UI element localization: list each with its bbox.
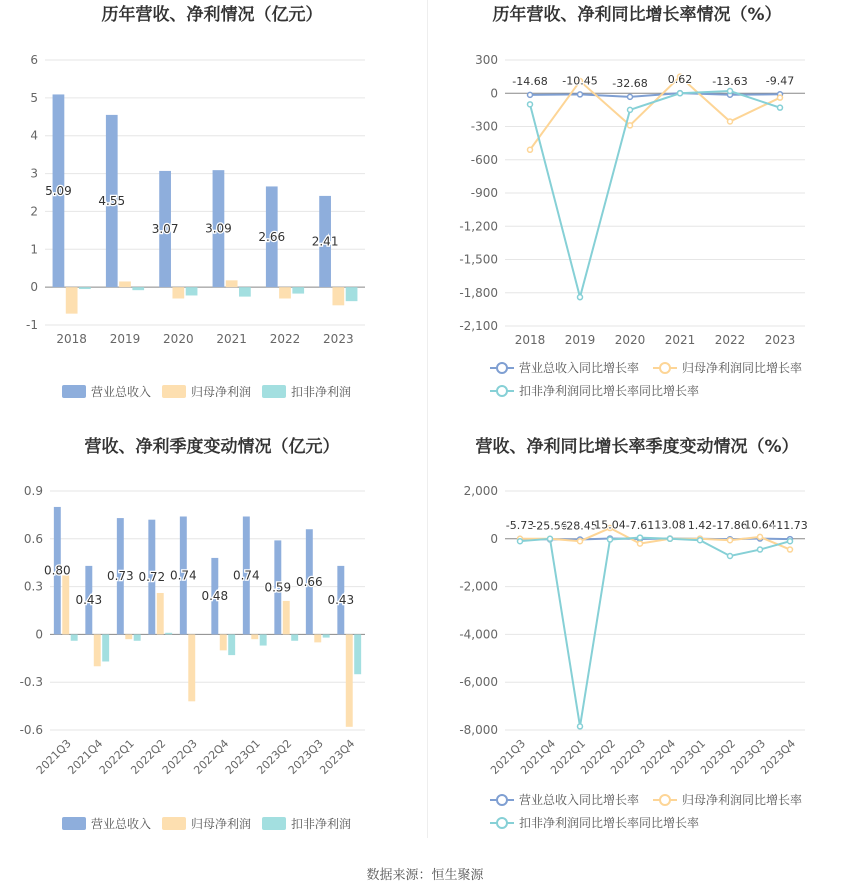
legend-swatch	[62, 817, 86, 830]
x-tick-label: 2021Q3	[33, 736, 74, 777]
data-point	[758, 547, 763, 552]
legend-marker	[497, 386, 507, 396]
y-tick-label: 1	[30, 242, 38, 257]
data-label: 2.66	[258, 229, 286, 244]
x-tick-label: 2021Q4	[518, 736, 559, 777]
legend-marker	[497, 818, 507, 828]
legend-label: 归母净利润同比增长率	[682, 793, 803, 807]
y-tick-label: -4,000	[459, 627, 498, 642]
bar-net-profit	[283, 601, 290, 634]
data-label: -13.63	[712, 74, 748, 88]
bar-net-profit	[279, 287, 291, 298]
x-tick-label: 2019	[564, 333, 596, 347]
legend-label: 归母净利润同比增长率	[682, 361, 803, 375]
y-tick-label: 5	[30, 90, 38, 105]
x-tick-label: 2023Q1	[668, 736, 709, 777]
data-label: 0.74	[232, 568, 260, 583]
chart-title: 历年营收、净利情况（亿元）	[101, 5, 323, 25]
data-label: -10.45	[562, 74, 598, 88]
legend-label: 营业总收入同比增长率	[519, 361, 640, 375]
legend-marker	[497, 795, 507, 805]
y-tick-label: 2	[30, 204, 38, 219]
data-label: 0.43	[327, 593, 355, 608]
y-tick-label: -1,200	[459, 219, 498, 234]
data-point	[668, 536, 673, 541]
legend-marker	[497, 363, 507, 373]
y-tick-label: 6	[30, 53, 38, 67]
x-tick-label: 2023Q2	[254, 736, 295, 777]
data-label: 0.43	[75, 593, 103, 608]
legend-swatch	[162, 817, 186, 830]
bar-deducted-profit	[79, 287, 91, 289]
data-label: 0.48	[201, 589, 229, 604]
data-label: 10.64	[744, 518, 776, 532]
data-label: 0.74	[169, 568, 197, 583]
data-point	[728, 119, 733, 124]
data-label: 2.41	[311, 234, 339, 249]
data-point	[788, 547, 793, 552]
x-tick-label: 2018	[56, 332, 87, 346]
bar-net-profit	[220, 634, 227, 650]
y-tick-label: 0	[30, 280, 38, 295]
bar-deducted-profit	[323, 634, 330, 637]
x-tick-label: 2022Q3	[159, 736, 200, 777]
bar-net-profit	[332, 287, 344, 305]
data-label: 5.09	[45, 183, 72, 198]
bar-deducted-profit	[102, 634, 109, 661]
y-tick-label: 2,000	[463, 484, 498, 498]
legend-swatch	[262, 817, 286, 830]
data-label: 0.80	[43, 563, 71, 578]
data-point	[548, 536, 553, 541]
bar-deducted-profit	[132, 287, 144, 290]
x-tick-label: 2022Q4	[191, 736, 232, 777]
y-tick-label: 0	[35, 627, 43, 642]
x-tick-label: 2022Q1	[548, 736, 589, 777]
x-tick-label: 2023Q3	[728, 736, 769, 777]
data-point	[578, 724, 583, 729]
y-tick-label: 4	[30, 128, 38, 143]
x-tick-label: 2022	[269, 332, 301, 346]
bar-deducted-profit	[71, 634, 78, 640]
annual-growth-svg	[425, 0, 850, 432]
legend-label: 营业总收入	[91, 817, 152, 831]
y-tick-label: 0.3	[23, 579, 43, 594]
data-label: -28.45	[562, 519, 598, 533]
legend-marker	[660, 363, 670, 373]
y-tick-label: 0	[490, 531, 498, 546]
bar-net-profit	[251, 634, 258, 639]
data-label: 0.59	[264, 580, 292, 595]
x-tick-label: 2021Q4	[65, 736, 106, 777]
annual-revenue-profit-chart	[0, 0, 425, 432]
data-point	[778, 105, 783, 110]
x-tick-label: 2022	[714, 333, 746, 347]
data-source-label: 数据来源：恒生聚源	[366, 868, 484, 883]
x-tick-label: 2020	[614, 333, 646, 347]
legend-label: 扣非净利润同比增长率同比增长率	[519, 384, 700, 398]
x-tick-label: 2022Q1	[96, 736, 137, 777]
y-tick-label: -900	[470, 186, 498, 200]
data-label: -25.56	[532, 519, 568, 533]
y-tick-label: 0.6	[23, 531, 43, 546]
annual-growth-chart	[425, 0, 850, 432]
bar-deducted-profit	[292, 287, 304, 293]
data-label: 3.07	[151, 222, 179, 237]
x-tick-label: 2023	[323, 332, 354, 346]
legend-label: 营业总收入同比增长率	[519, 793, 640, 807]
data-point	[758, 534, 763, 539]
chart-title: 营收、净利季度变动情况（亿元）	[84, 437, 340, 457]
y-tick-label: 3	[30, 166, 38, 181]
legend-swatch	[262, 385, 286, 398]
bar-deducted-profit	[291, 634, 298, 640]
quarterly-revenue-profit-chart	[0, 432, 425, 864]
y-tick-label: -2,000	[459, 579, 498, 594]
data-point	[638, 541, 643, 546]
legend-label: 扣非净利润同比增长率同比增长率	[519, 816, 700, 830]
y-tick-label: -0.6	[19, 723, 43, 737]
x-tick-label: 2018	[514, 333, 546, 347]
data-point	[578, 295, 583, 300]
x-tick-label: 2022Q2	[578, 736, 619, 777]
data-point	[778, 95, 783, 100]
data-point	[518, 539, 523, 544]
bar-net-profit	[314, 634, 321, 642]
annual-revenue-profit-svg	[0, 0, 425, 432]
bar-net-profit	[66, 287, 78, 314]
data-point	[608, 537, 613, 542]
y-tick-label: -0.3	[19, 675, 43, 690]
data-label: 13.08	[654, 518, 686, 532]
data-label: -11.73	[772, 519, 808, 533]
x-tick-label: 2023Q1	[222, 736, 263, 777]
quarterly-growth-chart	[425, 432, 850, 864]
y-tick-label: -1,800	[459, 285, 498, 300]
y-tick-label: 0.9	[23, 484, 43, 498]
bar-net-profit	[157, 593, 164, 634]
series-line	[530, 91, 780, 297]
data-label: 15.04	[594, 518, 626, 532]
x-tick-label: 2023Q4	[758, 736, 799, 777]
y-tick-label: -300	[470, 119, 498, 134]
bar-net-profit	[172, 287, 184, 298]
x-tick-label: 2022Q2	[128, 736, 169, 777]
bar-deducted-profit	[260, 634, 267, 645]
bar-net-profit	[119, 281, 131, 287]
bar-deducted-profit	[354, 634, 361, 674]
x-tick-label: 2022Q4	[638, 736, 679, 777]
bar-deducted-profit	[239, 287, 251, 296]
bar-net-profit	[125, 634, 132, 639]
data-point	[528, 92, 533, 97]
y-tick-label: -6,000	[459, 675, 498, 690]
data-point	[728, 538, 733, 543]
data-label: 0.72	[138, 570, 166, 585]
legend-label: 扣非净利润	[291, 817, 352, 831]
data-label: -5.73	[505, 518, 535, 532]
quarterly-revenue-profit-svg	[0, 432, 425, 864]
data-label: -7.61	[625, 518, 655, 532]
y-tick-label: 0	[490, 86, 498, 101]
legend-marker	[660, 795, 670, 805]
data-point	[788, 539, 793, 544]
y-tick-label: -1,500	[459, 252, 498, 267]
legend-label: 扣非净利润	[291, 385, 352, 399]
y-tick-label: -8,000	[459, 723, 498, 737]
bar-deducted-profit	[165, 633, 172, 635]
bar-deducted-profit	[134, 634, 141, 640]
data-point	[528, 147, 533, 152]
legend-swatch	[162, 385, 186, 398]
data-point	[728, 554, 733, 559]
data-point	[628, 94, 633, 99]
x-tick-label: 2023Q3	[285, 736, 326, 777]
data-point	[698, 538, 703, 543]
series-line	[520, 538, 790, 727]
y-tick-label: 300	[475, 53, 498, 67]
data-label: 4.55	[98, 194, 126, 209]
data-point	[578, 539, 583, 544]
x-tick-label: 2020	[163, 332, 194, 346]
x-tick-label: 2021Q3	[488, 736, 529, 777]
bar-net-profit	[94, 634, 101, 666]
data-label: 1.42	[687, 518, 713, 532]
quarterly-growth-svg	[425, 432, 850, 864]
data-label: 0.62	[667, 73, 693, 87]
data-point	[728, 89, 733, 94]
x-tick-label: 2023Q4	[317, 736, 358, 777]
bar-deducted-profit	[186, 287, 198, 295]
data-label: -9.47	[765, 74, 795, 88]
chart-title: 营收、净利同比增长率季度变动情况（%）	[475, 437, 799, 457]
data-label: -17.86	[712, 519, 748, 533]
panel-divider	[427, 0, 428, 838]
data-label: -32.68	[612, 76, 648, 90]
chart-title: 历年营收、净利同比增长率情况（%）	[492, 5, 782, 25]
data-point	[528, 102, 533, 107]
data-label: 0.66	[295, 574, 323, 589]
bar-net-profit	[188, 634, 195, 701]
bar-net-profit	[226, 280, 238, 287]
bar-net-profit	[62, 575, 69, 634]
y-tick-label: -1	[26, 318, 38, 332]
x-tick-label: 2019	[109, 332, 141, 346]
data-point	[628, 123, 633, 128]
data-label: -14.68	[512, 74, 548, 88]
data-point	[578, 92, 583, 97]
legend-label: 归母净利润	[191, 817, 252, 831]
legend-label: 归母净利润	[191, 385, 252, 399]
x-tick-label: 2022Q3	[608, 736, 649, 777]
y-tick-label: -600	[470, 152, 498, 167]
data-point	[678, 91, 683, 96]
bar-deducted-profit	[346, 287, 358, 301]
x-tick-label: 2021	[216, 332, 247, 346]
x-tick-label: 2021	[664, 333, 696, 347]
legend-label: 营业总收入	[91, 385, 152, 399]
legend-swatch	[62, 385, 86, 398]
data-label: 3.09	[205, 221, 232, 236]
x-tick-label: 2023Q2	[698, 736, 739, 777]
y-tick-label: -2,100	[459, 319, 498, 333]
data-point	[638, 535, 643, 540]
x-tick-label: 2023	[764, 333, 796, 347]
data-point	[628, 107, 633, 112]
bar-net-profit	[346, 634, 353, 726]
data-label: 0.73	[106, 569, 134, 584]
bar-deducted-profit	[228, 634, 235, 655]
